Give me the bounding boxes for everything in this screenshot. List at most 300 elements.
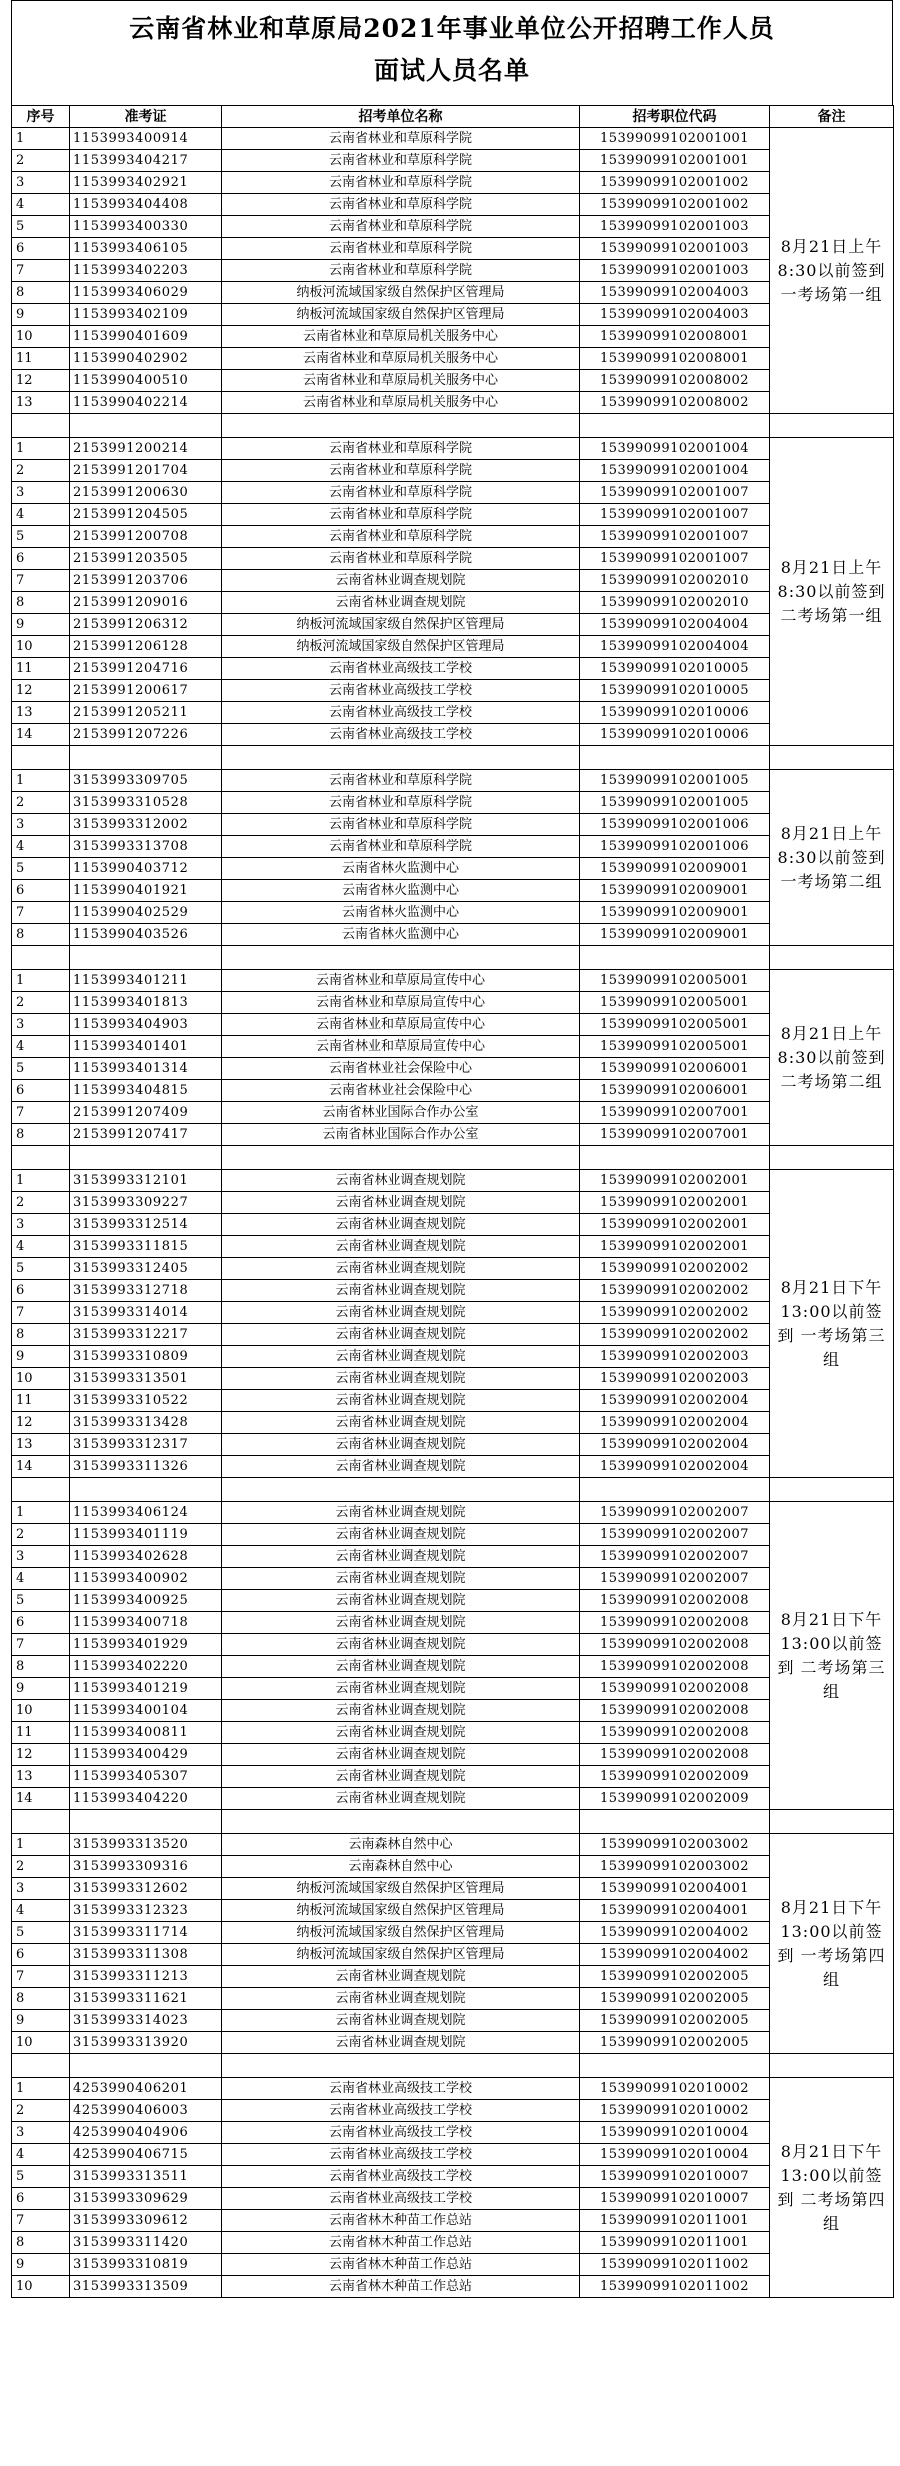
code-cell: 15399099102002008 bbox=[580, 1700, 770, 1722]
table-row bbox=[12, 504, 894, 526]
ticket-cell: 1153993406029 bbox=[70, 282, 222, 304]
table-row bbox=[12, 1922, 894, 1944]
seq-cell: 5 bbox=[12, 1922, 70, 1944]
ticket-cell: 2153991207409 bbox=[70, 1102, 222, 1124]
code-cell: 15399099102001006 bbox=[580, 836, 770, 858]
code-cell: 15399099102002005 bbox=[580, 1988, 770, 2010]
table-row bbox=[12, 438, 894, 460]
table-row bbox=[12, 1678, 894, 1700]
header-seq: 序号 bbox=[12, 106, 70, 128]
unit-cell: 云南省林业和草原科学院 bbox=[222, 482, 580, 504]
seq-cell: 7 bbox=[12, 1634, 70, 1656]
seq-cell: 2 bbox=[12, 1856, 70, 1878]
separator-cell bbox=[222, 746, 580, 770]
seq-cell: 1 bbox=[12, 1834, 70, 1856]
unit-cell: 云南省林业高级技工学校 bbox=[222, 658, 580, 680]
table-row bbox=[12, 1170, 894, 1192]
ticket-cell: 4253990406003 bbox=[70, 2100, 222, 2122]
unit-cell: 云南省林业和草原科学院 bbox=[222, 814, 580, 836]
ticket-cell: 2153991206128 bbox=[70, 636, 222, 658]
table-row bbox=[12, 614, 894, 636]
roster-body bbox=[12, 128, 894, 2298]
ticket-cell: 3153993310522 bbox=[70, 1390, 222, 1412]
seq-cell: 6 bbox=[12, 2188, 70, 2210]
separator-cell bbox=[70, 1478, 222, 1502]
unit-cell: 云南省林业和草原局宣传中心 bbox=[222, 970, 580, 992]
unit-cell: 云南省林业社会保险中心 bbox=[222, 1058, 580, 1080]
unit-cell: 云南省林业调查规划院 bbox=[222, 1280, 580, 1302]
unit-cell: 云南省林业调查规划院 bbox=[222, 1988, 580, 2010]
seq-cell: 4 bbox=[12, 194, 70, 216]
unit-cell: 云南省林业调查规划院 bbox=[222, 1390, 580, 1412]
seq-cell: 3 bbox=[12, 814, 70, 836]
seq-cell: 7 bbox=[12, 570, 70, 592]
table-row bbox=[12, 658, 894, 680]
ticket-cell: 3153993313708 bbox=[70, 836, 222, 858]
table-row bbox=[12, 1258, 894, 1280]
ticket-cell: 3153993314014 bbox=[70, 1302, 222, 1324]
ticket-cell: 1153993402921 bbox=[70, 172, 222, 194]
table-row bbox=[12, 2210, 894, 2232]
unit-cell: 云南省林业和草原科学院 bbox=[222, 548, 580, 570]
ticket-cell: 1153990402214 bbox=[70, 392, 222, 414]
table-row bbox=[12, 724, 894, 746]
ticket-cell: 2153991200708 bbox=[70, 526, 222, 548]
ticket-cell: 2153991201704 bbox=[70, 460, 222, 482]
seq-cell: 12 bbox=[12, 1412, 70, 1434]
separator-cell bbox=[580, 2054, 770, 2078]
unit-cell: 云南省林业调查规划院 bbox=[222, 1412, 580, 1434]
code-cell: 15399099102002010 bbox=[580, 592, 770, 614]
table-row bbox=[12, 1058, 894, 1080]
unit-cell: 纳板河流域国家级自然保护区管理局 bbox=[222, 304, 580, 326]
code-cell: 15399099102001003 bbox=[580, 216, 770, 238]
code-cell: 15399099102009001 bbox=[580, 858, 770, 880]
seq-cell: 1 bbox=[12, 1502, 70, 1524]
seq-cell: 7 bbox=[12, 260, 70, 282]
code-cell: 15399099102002001 bbox=[580, 1236, 770, 1258]
separator-cell bbox=[70, 1810, 222, 1834]
ticket-cell: 1153993401813 bbox=[70, 992, 222, 1014]
separator-cell bbox=[580, 746, 770, 770]
seq-cell: 4 bbox=[12, 504, 70, 526]
ticket-cell: 1153990400510 bbox=[70, 370, 222, 392]
code-cell: 15399099102001002 bbox=[580, 194, 770, 216]
seq-cell: 5 bbox=[12, 526, 70, 548]
separator-cell bbox=[222, 1478, 580, 1502]
session-note: 8月21日下午13:00以前签到 二考场第四组 bbox=[770, 2078, 894, 2298]
table-row bbox=[12, 326, 894, 348]
seq-cell: 10 bbox=[12, 1700, 70, 1722]
seq-cell: 3 bbox=[12, 1878, 70, 1900]
ticket-cell: 2153991207226 bbox=[70, 724, 222, 746]
table-row bbox=[12, 1744, 894, 1766]
table-row bbox=[12, 1302, 894, 1324]
table-row bbox=[12, 680, 894, 702]
table-row bbox=[12, 2010, 894, 2032]
seq-cell: 3 bbox=[12, 1214, 70, 1236]
table-row bbox=[12, 348, 894, 370]
ticket-cell: 3153993311815 bbox=[70, 1236, 222, 1258]
seq-cell: 4 bbox=[12, 1236, 70, 1258]
table-row bbox=[12, 1988, 894, 2010]
ticket-cell: 1153993406124 bbox=[70, 1502, 222, 1524]
table-row bbox=[12, 1568, 894, 1590]
table-row bbox=[12, 2254, 894, 2276]
separator-cell bbox=[222, 1810, 580, 1834]
ticket-cell: 1153993402203 bbox=[70, 260, 222, 282]
seq-cell: 9 bbox=[12, 2254, 70, 2276]
table-row bbox=[12, 1590, 894, 1612]
table-row bbox=[12, 2166, 894, 2188]
unit-cell: 云南省林业调查规划院 bbox=[222, 1192, 580, 1214]
unit-cell: 云南省林业高级技工学校 bbox=[222, 2100, 580, 2122]
seq-cell: 8 bbox=[12, 282, 70, 304]
unit-cell: 纳板河流域国家级自然保护区管理局 bbox=[222, 636, 580, 658]
unit-cell: 云南省林业和草原科学院 bbox=[222, 238, 580, 260]
table-row bbox=[12, 880, 894, 902]
unit-cell: 纳板河流域国家级自然保护区管理局 bbox=[222, 1900, 580, 1922]
separator-cell bbox=[770, 746, 894, 770]
separator-cell bbox=[12, 1810, 70, 1834]
ticket-cell: 3153993313920 bbox=[70, 2032, 222, 2054]
table-row bbox=[12, 924, 894, 946]
seq-cell: 2 bbox=[12, 992, 70, 1014]
ticket-cell: 1153993400330 bbox=[70, 216, 222, 238]
ticket-cell: 1153993401211 bbox=[70, 970, 222, 992]
unit-cell: 云南省林业调查规划院 bbox=[222, 1214, 580, 1236]
table-row bbox=[12, 1612, 894, 1634]
ticket-cell: 1153990402902 bbox=[70, 348, 222, 370]
table-row bbox=[12, 1944, 894, 1966]
unit-cell: 云南省林木种苗工作总站 bbox=[222, 2276, 580, 2298]
seq-cell: 8 bbox=[12, 1324, 70, 1346]
ticket-cell: 3153993312317 bbox=[70, 1434, 222, 1456]
group-separator-row bbox=[12, 414, 894, 438]
unit-cell: 云南省林业调查规划院 bbox=[222, 1744, 580, 1766]
ticket-cell: 3153993312718 bbox=[70, 1280, 222, 1302]
table-row bbox=[12, 1412, 894, 1434]
ticket-cell: 3153993312002 bbox=[70, 814, 222, 836]
session-note: 8月21日上午8:30以前签到 二考场第二组 bbox=[770, 970, 894, 1146]
unit-cell: 云南省林业调查规划院 bbox=[222, 1368, 580, 1390]
table-row bbox=[12, 1324, 894, 1346]
table-row bbox=[12, 1014, 894, 1036]
unit-cell: 云南省林业调查规划院 bbox=[222, 1568, 580, 1590]
group-separator-row bbox=[12, 2054, 894, 2078]
ticket-cell: 4253990406715 bbox=[70, 2144, 222, 2166]
code-cell: 15399099102005001 bbox=[580, 1036, 770, 1058]
code-cell: 15399099102001001 bbox=[580, 128, 770, 150]
session-note: 8月21日上午8:30以前签到 一考场第二组 bbox=[770, 770, 894, 946]
code-cell: 15399099102001004 bbox=[580, 460, 770, 482]
separator-cell bbox=[12, 414, 70, 438]
table-row bbox=[12, 2122, 894, 2144]
code-cell: 15399099102001005 bbox=[580, 792, 770, 814]
table-row bbox=[12, 1192, 894, 1214]
unit-cell: 云南省林木种苗工作总站 bbox=[222, 2254, 580, 2276]
header-ticket: 准考证 bbox=[70, 106, 222, 128]
seq-cell: 14 bbox=[12, 1456, 70, 1478]
ticket-cell: 3153993312602 bbox=[70, 1878, 222, 1900]
code-cell: 15399099102001003 bbox=[580, 238, 770, 260]
unit-cell: 云南省林业调查规划院 bbox=[222, 1678, 580, 1700]
unit-cell: 云南省林业和草原科学院 bbox=[222, 194, 580, 216]
unit-cell: 纳板河流域国家级自然保护区管理局 bbox=[222, 1922, 580, 1944]
ticket-cell: 3153993310528 bbox=[70, 792, 222, 814]
unit-cell: 云南省林业和草原科学院 bbox=[222, 526, 580, 548]
seq-cell: 3 bbox=[12, 2122, 70, 2144]
table-row bbox=[12, 1900, 894, 1922]
seq-cell: 7 bbox=[12, 1302, 70, 1324]
code-cell: 15399099102002007 bbox=[580, 1568, 770, 1590]
ticket-cell: 2153991200214 bbox=[70, 438, 222, 460]
code-cell: 15399099102010005 bbox=[580, 658, 770, 680]
seq-cell: 3 bbox=[12, 1546, 70, 1568]
seq-cell: 11 bbox=[12, 658, 70, 680]
seq-cell: 1 bbox=[12, 128, 70, 150]
ticket-cell: 1153993401929 bbox=[70, 1634, 222, 1656]
ticket-cell: 3153993313520 bbox=[70, 1834, 222, 1856]
code-cell: 15399099102002001 bbox=[580, 1192, 770, 1214]
ticket-cell: 1153993405307 bbox=[70, 1766, 222, 1788]
separator-cell bbox=[580, 1810, 770, 1834]
table-row bbox=[12, 194, 894, 216]
unit-cell: 云南省林业调查规划院 bbox=[222, 1524, 580, 1546]
table-row bbox=[12, 2078, 894, 2100]
ticket-cell: 1153993400925 bbox=[70, 1590, 222, 1612]
unit-cell: 云南省林业调查规划院 bbox=[222, 1634, 580, 1656]
seq-cell: 2 bbox=[12, 1524, 70, 1546]
unit-cell: 云南省林木种苗工作总站 bbox=[222, 2210, 580, 2232]
code-cell: 15399099102004004 bbox=[580, 636, 770, 658]
seq-cell: 5 bbox=[12, 216, 70, 238]
seq-cell: 3 bbox=[12, 1014, 70, 1036]
unit-cell: 云南省林业社会保险中心 bbox=[222, 1080, 580, 1102]
ticket-cell: 3153993310809 bbox=[70, 1346, 222, 1368]
table-row bbox=[12, 592, 894, 614]
code-cell: 15399099102002003 bbox=[580, 1346, 770, 1368]
header-code: 招考职位代码 bbox=[580, 106, 770, 128]
table-row bbox=[12, 1124, 894, 1146]
code-cell: 15399099102004002 bbox=[580, 1922, 770, 1944]
code-cell: 15399099102002008 bbox=[580, 1722, 770, 1744]
seq-cell: 10 bbox=[12, 636, 70, 658]
unit-cell: 云南省林业调查规划院 bbox=[222, 1700, 580, 1722]
code-cell: 15399099102002008 bbox=[580, 1634, 770, 1656]
table-row bbox=[12, 792, 894, 814]
group-separator-row bbox=[12, 746, 894, 770]
unit-cell: 云南省林业调查规划院 bbox=[222, 1546, 580, 1568]
seq-cell: 1 bbox=[12, 770, 70, 792]
ticket-cell: 3153993312217 bbox=[70, 1324, 222, 1346]
seq-cell: 12 bbox=[12, 370, 70, 392]
separator-cell bbox=[12, 946, 70, 970]
seq-cell: 7 bbox=[12, 1966, 70, 1988]
unit-cell: 纳板河流域国家级自然保护区管理局 bbox=[222, 614, 580, 636]
seq-cell: 1 bbox=[12, 2078, 70, 2100]
seq-cell: 8 bbox=[12, 1988, 70, 2010]
unit-cell: 云南省林业国际合作办公室 bbox=[222, 1124, 580, 1146]
unit-cell: 云南省林业和草原局机关服务中心 bbox=[222, 392, 580, 414]
seq-cell: 10 bbox=[12, 2276, 70, 2298]
seq-cell: 6 bbox=[12, 1280, 70, 1302]
unit-cell: 云南森林自然中心 bbox=[222, 1856, 580, 1878]
code-cell: 15399099102010002 bbox=[580, 2100, 770, 2122]
ticket-cell: 2153991207417 bbox=[70, 1124, 222, 1146]
code-cell: 15399099102010005 bbox=[580, 680, 770, 702]
unit-cell: 云南省林木种苗工作总站 bbox=[222, 2232, 580, 2254]
seq-cell: 2 bbox=[12, 792, 70, 814]
unit-cell: 云南省林业和草原局机关服务中心 bbox=[222, 370, 580, 392]
table-row bbox=[12, 2232, 894, 2254]
code-cell: 15399099102002008 bbox=[580, 1612, 770, 1634]
ticket-cell: 3153993310819 bbox=[70, 2254, 222, 2276]
unit-cell: 云南省林业调查规划院 bbox=[222, 1302, 580, 1324]
code-cell: 15399099102002008 bbox=[580, 1678, 770, 1700]
code-cell: 15399099102001007 bbox=[580, 548, 770, 570]
code-cell: 15399099102005001 bbox=[580, 1014, 770, 1036]
table-row bbox=[12, 970, 894, 992]
seq-cell: 5 bbox=[12, 858, 70, 880]
ticket-cell: 2153991204505 bbox=[70, 504, 222, 526]
table-row bbox=[12, 1966, 894, 1988]
code-cell: 15399099102002002 bbox=[580, 1258, 770, 1280]
code-cell: 15399099102002002 bbox=[580, 1324, 770, 1346]
separator-cell bbox=[70, 414, 222, 438]
code-cell: 15399099102002007 bbox=[580, 1524, 770, 1546]
table-row bbox=[12, 902, 894, 924]
unit-cell: 云南省林业高级技工学校 bbox=[222, 2188, 580, 2210]
separator-cell bbox=[580, 1478, 770, 1502]
code-cell: 15399099102008002 bbox=[580, 370, 770, 392]
seq-cell: 12 bbox=[12, 1744, 70, 1766]
unit-cell: 云南省林业和草原科学院 bbox=[222, 150, 580, 172]
ticket-cell: 3153993311308 bbox=[70, 1944, 222, 1966]
unit-cell: 云南省林业和草原科学院 bbox=[222, 216, 580, 238]
table-row bbox=[12, 1634, 894, 1656]
code-cell: 15399099102002004 bbox=[580, 1390, 770, 1412]
code-cell: 15399099102004001 bbox=[580, 1878, 770, 1900]
ticket-cell: 1153990401609 bbox=[70, 326, 222, 348]
unit-cell: 云南省林业和草原局宣传中心 bbox=[222, 1036, 580, 1058]
table-row bbox=[12, 1878, 894, 1900]
seq-cell: 10 bbox=[12, 326, 70, 348]
code-cell: 15399099102011002 bbox=[580, 2276, 770, 2298]
code-cell: 15399099102010006 bbox=[580, 724, 770, 746]
table-row bbox=[12, 1656, 894, 1678]
unit-cell: 云南省林业和草原科学院 bbox=[222, 128, 580, 150]
ticket-cell: 2153991200617 bbox=[70, 680, 222, 702]
seq-cell: 8 bbox=[12, 592, 70, 614]
seq-cell: 4 bbox=[12, 2144, 70, 2166]
ticket-cell: 1153993400811 bbox=[70, 1722, 222, 1744]
unit-cell: 云南省林业和草原科学院 bbox=[222, 260, 580, 282]
table-row bbox=[12, 548, 894, 570]
table-row bbox=[12, 282, 894, 304]
group-separator-row bbox=[12, 946, 894, 970]
seq-cell: 4 bbox=[12, 1900, 70, 1922]
ticket-cell: 2153991204716 bbox=[70, 658, 222, 680]
code-cell: 15399099102002005 bbox=[580, 2032, 770, 2054]
separator-cell bbox=[70, 2054, 222, 2078]
seq-cell: 5 bbox=[12, 1058, 70, 1080]
unit-cell: 云南省林业调查规划院 bbox=[222, 1612, 580, 1634]
table-row bbox=[12, 770, 894, 792]
seq-cell: 13 bbox=[12, 702, 70, 724]
ticket-cell: 3153993309629 bbox=[70, 2188, 222, 2210]
code-cell: 15399099102006001 bbox=[580, 1080, 770, 1102]
code-cell: 15399099102010004 bbox=[580, 2144, 770, 2166]
code-cell: 15399099102002004 bbox=[580, 1456, 770, 1478]
session-note: 8月21日上午8:30以前签到 一考场第一组 bbox=[770, 128, 894, 414]
code-cell: 15399099102001007 bbox=[580, 504, 770, 526]
unit-cell: 云南省林业和草原科学院 bbox=[222, 172, 580, 194]
code-cell: 15399099102002004 bbox=[580, 1412, 770, 1434]
group-separator-row bbox=[12, 1146, 894, 1170]
seq-cell: 6 bbox=[12, 1612, 70, 1634]
unit-cell: 云南省林火监测中心 bbox=[222, 880, 580, 902]
unit-cell: 云南省林业和草原局机关服务中心 bbox=[222, 348, 580, 370]
ticket-cell: 1153993404220 bbox=[70, 1788, 222, 1810]
code-cell: 15399099102001006 bbox=[580, 814, 770, 836]
table-row bbox=[12, 1390, 894, 1412]
table-row bbox=[12, 702, 894, 724]
seq-cell: 2 bbox=[12, 1192, 70, 1214]
unit-cell: 云南省林业和草原局宣传中心 bbox=[222, 992, 580, 1014]
code-cell: 15399099102001001 bbox=[580, 150, 770, 172]
unit-cell: 云南省林业和草原局机关服务中心 bbox=[222, 326, 580, 348]
ticket-cell: 3153993309227 bbox=[70, 1192, 222, 1214]
seq-cell: 14 bbox=[12, 1788, 70, 1810]
code-cell: 15399099102007001 bbox=[580, 1102, 770, 1124]
code-cell: 15399099102004003 bbox=[580, 282, 770, 304]
unit-cell: 云南省林业国际合作办公室 bbox=[222, 1102, 580, 1124]
seq-cell: 7 bbox=[12, 2210, 70, 2232]
group-separator-row bbox=[12, 1810, 894, 1834]
table-row bbox=[12, 992, 894, 1014]
table-row bbox=[12, 526, 894, 548]
table-row bbox=[12, 1834, 894, 1856]
table-row bbox=[12, 1856, 894, 1878]
code-cell: 15399099102002007 bbox=[580, 1502, 770, 1524]
code-cell: 15399099102001007 bbox=[580, 482, 770, 504]
session-note: 8月21日下午13:00以前签到 一考场第四组 bbox=[770, 1834, 894, 2054]
ticket-cell: 3153993314023 bbox=[70, 2010, 222, 2032]
separator-cell bbox=[580, 946, 770, 970]
ticket-cell: 3153993309705 bbox=[70, 770, 222, 792]
seq-cell: 8 bbox=[12, 1124, 70, 1146]
seq-cell: 5 bbox=[12, 1258, 70, 1280]
code-cell: 15399099102006001 bbox=[580, 1058, 770, 1080]
unit-cell: 云南省林业调查规划院 bbox=[222, 1722, 580, 1744]
seq-cell: 1 bbox=[12, 438, 70, 460]
table-row bbox=[12, 216, 894, 238]
code-cell: 15399099102002003 bbox=[580, 1368, 770, 1390]
unit-cell: 云南省林业调查规划院 bbox=[222, 592, 580, 614]
table-row bbox=[12, 304, 894, 326]
unit-cell: 云南省林业调查规划院 bbox=[222, 1346, 580, 1368]
ticket-cell: 3153993313509 bbox=[70, 2276, 222, 2298]
header-row bbox=[12, 106, 894, 128]
title-line-2: 面试人员名单 bbox=[373, 56, 530, 85]
table-row bbox=[12, 1766, 894, 1788]
ticket-cell: 1153993400902 bbox=[70, 1568, 222, 1590]
ticket-cell: 1153993402220 bbox=[70, 1656, 222, 1678]
table-row bbox=[12, 814, 894, 836]
table-row bbox=[12, 2144, 894, 2166]
ticket-cell: 4253990404906 bbox=[70, 2122, 222, 2144]
